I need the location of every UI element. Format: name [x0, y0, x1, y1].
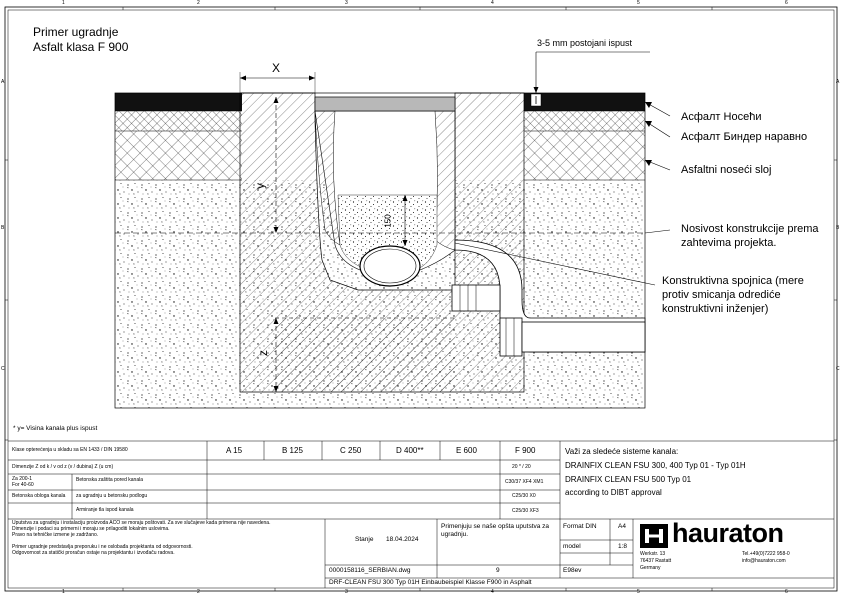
row-lining-label: Betonska obloga kanala	[12, 493, 66, 499]
dimension-y-label: y	[253, 183, 267, 189]
dimension-x-label: X	[272, 61, 281, 75]
col-number-6-bottom: 6	[785, 589, 788, 595]
load-class-f900: F 900	[515, 446, 536, 455]
note-1: Uputstva za ugradnju i instalaciju proizvoda ACO se moraju poštovati. Za sve slučajeve kada primena nije navedena.	[12, 520, 271, 526]
footnote: * y= Visina kanala plus ispust	[13, 425, 98, 432]
row-dimensions-label: Dimenzije Z od k / v od z (v / dubina) Z (u cm)	[12, 464, 114, 470]
drawing-description: DRF-CLEAN FSU 300 Typ 01H Einbaubeispiel Klasse F900 in Asphalt	[329, 579, 532, 586]
drawing-title-line1: Primer ugradnje	[33, 25, 119, 39]
system-line-1: DRAINFIX CLEAN FSU 300, 400 Typ 01 - Typ 01H	[565, 461, 746, 470]
row-lining-sub: za ugradnju u betonsku podlogu	[76, 493, 148, 499]
callout-joint-1: Konstruktivna spojnica (mere	[662, 275, 804, 287]
row-letter-c-right: C	[836, 366, 840, 372]
row-reinforcement-label: Armiranje tla ispod kanala	[76, 507, 134, 513]
scale-label: model	[563, 543, 581, 550]
row-lining-value: C25/30 X0	[512, 493, 536, 499]
col-number-1-bottom: 1	[62, 589, 65, 595]
col-number-6: 6	[785, 0, 788, 6]
stanje-label: Stanje	[355, 536, 374, 543]
load-class-d400: D 400**	[396, 446, 424, 455]
row-letter-a: A	[1, 79, 5, 85]
note-3: Pravo na tehničke izmene je zadržano.	[12, 532, 99, 538]
dimension-150-label: 150	[383, 214, 393, 228]
callout-joint-2: protiv smicanja odrediće	[662, 289, 781, 301]
row-za-sub: For 40-60	[12, 482, 34, 488]
callout-asphalt-base: Asfaltni noseći sloj	[681, 164, 772, 176]
table-load-class-header: Klase opterećenja u skladu sa EN 1433 / DIN 19580	[12, 447, 128, 453]
system-heading: Važi za sledeće sisteme kanala:	[565, 447, 679, 456]
load-class-a15: A 15	[226, 446, 243, 455]
row-protection-label: Betonska zaštita pored kanala	[76, 477, 143, 483]
format-label: Format DIN	[563, 523, 597, 530]
callout-joint-3: konstruktivni inženjer)	[662, 303, 769, 315]
email-address: info@hauraton.com	[742, 558, 786, 564]
system-line-3: according to DIBT approval	[565, 488, 662, 497]
col-number-5-bottom: 5	[637, 589, 640, 595]
note-5: Odgovornost za statički proračun ostaje na projektantu i izvođaču radova.	[12, 550, 175, 556]
row-protection-value: C30/37 XF4 XM1	[505, 479, 544, 485]
address-line-3: Germany	[640, 565, 661, 571]
brand-name: hauraton	[672, 518, 784, 548]
drawing-code: E98ev	[563, 567, 582, 574]
drawing-title-line2: Asfalt klasa F 900	[33, 40, 129, 54]
load-class-e600: E 600	[456, 446, 477, 455]
col-number-2-bottom: 2	[197, 589, 200, 595]
col-number-4-bottom: 4	[491, 589, 494, 595]
col-number-1: 1	[62, 0, 65, 6]
load-class-b125: B 125	[282, 446, 303, 455]
row-letter-a-right: A	[836, 79, 840, 85]
callout-load-bearing-1: Nosivost konstrukcije prema	[681, 223, 819, 235]
callout-asphalt-binder: Асфалт Биндер наравно	[681, 131, 808, 143]
address-line-1: Werkstr. 13	[640, 551, 666, 557]
load-class-c250: C 250	[340, 446, 362, 455]
sheet-number: 9	[496, 567, 500, 574]
callout-load-bearing-2: zahtevima projekta.	[681, 237, 777, 249]
col-number-2: 2	[197, 0, 200, 6]
general-instructions-note: Primenjuju se naše opšta uputstva za ugradnju.	[441, 523, 550, 539]
tolerance-note: 3-5 mm postojani ispust	[537, 38, 633, 48]
row-letter-b: B	[1, 225, 5, 231]
callout-asphalt-surface: Асфалт Носећи	[681, 111, 762, 123]
phone-number: Tel.+49(0)7222 958-0	[742, 551, 790, 557]
address-line-2: 76437 Rastatt	[640, 558, 672, 564]
col-number-3: 3	[345, 0, 348, 6]
dimension-z-label: z	[256, 350, 270, 356]
col-number-4: 4	[491, 0, 494, 6]
row-za-label: Za 200-1	[12, 476, 33, 482]
format-value: A4	[618, 523, 626, 530]
row-letter-c: C	[1, 366, 5, 372]
row-letter-b-right: B	[836, 225, 840, 231]
file-name: 0000158116_SERBIAN.dwg	[329, 567, 411, 574]
hauraton-logo-icon	[640, 524, 668, 548]
scale-value: 1:8	[618, 543, 628, 550]
col-number-3-bottom: 3	[345, 589, 348, 595]
col-number-5: 5	[637, 0, 640, 6]
note-4: Primer ugradnje predstavlja preporuku i ne oslobađa projektanta od odgovornosti.	[12, 544, 193, 550]
system-line-2: DRAINFIX CLEAN FSU 500 Typ 01	[565, 475, 692, 484]
row-dimensions-value: 20 * / 20	[512, 464, 531, 470]
note-2: Dimenzije i podaci su primerni i moraju se prilagoditi lokalnim uslovima.	[12, 526, 170, 532]
row-reinforcement-value: C25/30 XF3	[512, 508, 539, 514]
revision-date: 18.04.2024	[386, 536, 419, 543]
